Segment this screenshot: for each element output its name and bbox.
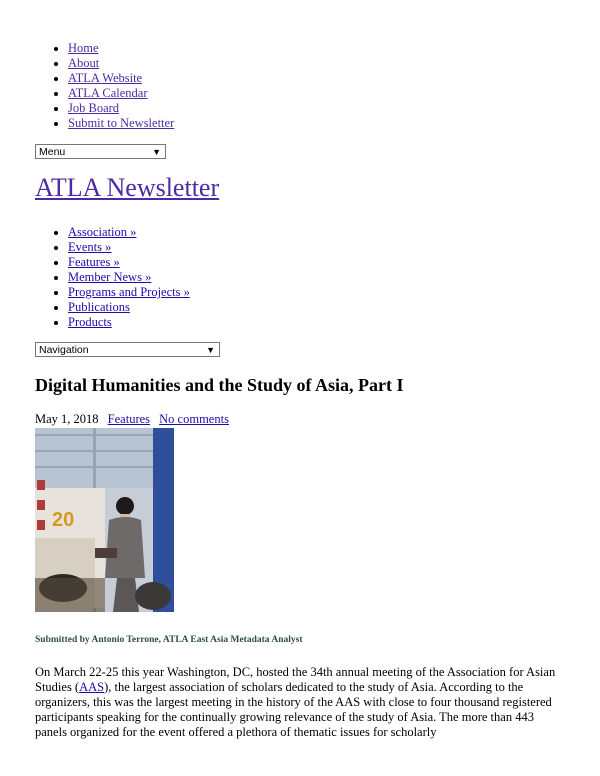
top-menu-item-job-board bbox=[68, 101, 174, 116]
programs-and-projects-link[interactable]: Programs and Projects » bbox=[68, 285, 190, 299]
member-news-link[interactable]: Member News » bbox=[68, 270, 152, 284]
site-title bbox=[35, 172, 219, 204]
atla-calendar-link[interactable]: ATLA Calendar bbox=[68, 86, 148, 100]
post-category-link[interactable]: Features bbox=[107, 412, 151, 426]
top-menu bbox=[48, 41, 174, 131]
category-item-publications bbox=[68, 300, 190, 315]
comments-link[interactable]: No comments bbox=[159, 412, 229, 426]
job-board-link[interactable]: Job Board bbox=[68, 101, 120, 115]
category-item-association bbox=[68, 225, 190, 240]
publications-link[interactable]: Publications bbox=[68, 300, 130, 314]
atla-website-link[interactable]: ATLA Website bbox=[68, 71, 143, 85]
navigation-select-value: Navigation bbox=[39, 344, 89, 356]
submit-to-newsletter-link[interactable]: Submit to Newsletter bbox=[68, 116, 175, 130]
category-item-products bbox=[68, 315, 190, 330]
about-link[interactable]: About bbox=[68, 56, 100, 70]
top-menu-item-atla-calendar bbox=[68, 86, 174, 101]
navigation-select[interactable] bbox=[35, 342, 220, 357]
post-byline: Submitted by Antonio Terrone, ATLA East Asia Metadata Analyst bbox=[35, 635, 303, 645]
post-meta bbox=[35, 411, 229, 427]
site-title-link[interactable]: ATLA Newsletter bbox=[35, 173, 220, 202]
dropdown-arrow-icon: ▼ bbox=[206, 345, 215, 355]
body-text-part-1: On March 22-25 this year Washington, DC, hosted the 34th annual meeting of the Association for Asian Studies ( bbox=[35, 665, 556, 694]
category-nav bbox=[48, 225, 190, 330]
dropdown-arrow-icon: ▼ bbox=[152, 147, 161, 157]
top-menu-item-about bbox=[68, 56, 174, 71]
aas-link[interactable]: AAS bbox=[79, 680, 105, 694]
products-link[interactable]: Products bbox=[68, 315, 112, 329]
category-item-events bbox=[68, 240, 190, 255]
top-menu-item-submit bbox=[68, 116, 174, 131]
post-title: Digital Humanities and the Study of Asia, Part I bbox=[35, 375, 404, 395]
features-link[interactable]: Features » bbox=[68, 255, 120, 269]
category-item-programs bbox=[68, 285, 190, 300]
top-menu-item-home bbox=[68, 41, 174, 56]
post-body bbox=[35, 665, 565, 740]
photo-illustration bbox=[35, 428, 174, 612]
home-link[interactable]: Home bbox=[68, 41, 99, 55]
category-item-member-news bbox=[68, 270, 190, 285]
menu-select-value: Menu bbox=[39, 146, 66, 158]
photo-badge-number: 20 bbox=[52, 509, 75, 531]
post-photo bbox=[35, 428, 174, 612]
top-menu-item-atla-website bbox=[68, 71, 174, 86]
category-item-features bbox=[68, 255, 190, 270]
post-date: May 1, 2018 bbox=[35, 412, 99, 426]
body-text-part-2: ), the largest association of scholars dedicated to the study of Asia. According to the organizers, this was the largest meeting in the history of the AAS with close to four thousand registered participants speaking for the continually growing relevance of the study of Asia. The more than 443 panels organized for the event offered a plethora of thematic issues for scholarly bbox=[35, 680, 552, 739]
events-link[interactable]: Events » bbox=[68, 240, 112, 254]
menu-select[interactable] bbox=[35, 144, 166, 159]
association-link[interactable]: Association » bbox=[68, 225, 137, 239]
